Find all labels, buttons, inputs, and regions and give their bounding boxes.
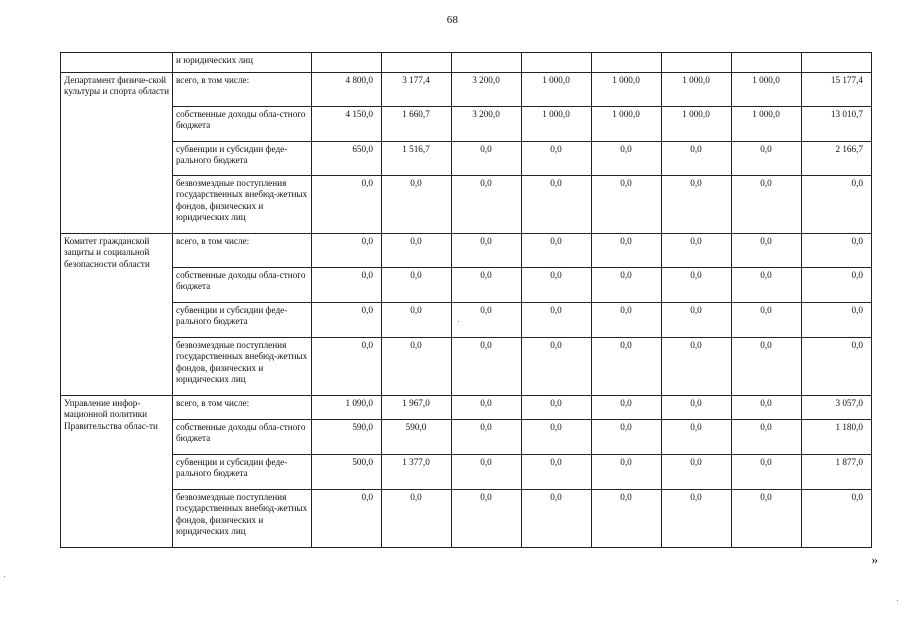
value-cell: 0,0 <box>592 420 662 455</box>
value-cell <box>732 53 802 73</box>
value-cell: 1 516,7 <box>382 142 452 176</box>
total-value-cell: 0,0 <box>802 176 872 234</box>
total-value-cell: 0,0 <box>802 234 872 268</box>
organization-cell: Комитет гражданской защиты и социальной безопасности области <box>61 234 173 396</box>
value-cell: 0,0 <box>662 303 732 338</box>
total-value-cell: 0,0 <box>802 490 872 548</box>
value-cell: 0,0 <box>522 420 592 455</box>
value-cell: 1 000,0 <box>522 73 592 107</box>
value-cell: 0,0 <box>592 176 662 234</box>
value-cell: 0,0 <box>662 420 732 455</box>
value-cell: 0,0 <box>662 490 732 548</box>
table-row <box>61 338 872 396</box>
value-cell: 0,0 <box>382 338 452 396</box>
value-cell: 0,0 <box>592 303 662 338</box>
total-value-cell: 13 010,7 <box>802 107 872 142</box>
value-cell: 0,0 <box>452 142 522 176</box>
organization-cell: Управление инфор-мационной политики Правительства облас-ти <box>61 396 173 548</box>
table-row <box>61 53 872 73</box>
value-cell <box>592 53 662 73</box>
funding-source-cell: собственные доходы обла-стного бюджета <box>173 107 312 142</box>
value-cell: 0,0 <box>312 303 382 338</box>
value-cell: 0,0 <box>732 490 802 548</box>
value-cell: 1 000,0 <box>592 73 662 107</box>
value-cell: 0,0 <box>732 303 802 338</box>
funding-source-cell: субвенции и субсидии феде-рального бюджета <box>173 303 312 338</box>
value-cell: 4 800,0 <box>312 73 382 107</box>
funding-source-cell: субвенции и субсидии феде-рального бюджета <box>173 455 312 490</box>
value-cell: 0,0 <box>592 338 662 396</box>
total-value-cell: 3 057,0 <box>802 396 872 420</box>
scan-speck <box>4 576 5 577</box>
value-cell: 0,0 <box>452 338 522 396</box>
value-cell: 0,0 <box>522 142 592 176</box>
value-cell: 0,0 <box>592 396 662 420</box>
value-cell: 0,0 <box>662 142 732 176</box>
table-row <box>61 490 872 548</box>
value-cell <box>662 53 732 73</box>
value-cell: 0,0 <box>662 455 732 490</box>
value-cell: 0,0 <box>382 234 452 268</box>
value-cell: 0,0 <box>382 490 452 548</box>
table-row <box>61 420 872 455</box>
value-cell: 3 200,0 <box>452 107 522 142</box>
value-cell: 1 967,0 <box>382 396 452 420</box>
value-cell: 0,0 <box>732 455 802 490</box>
value-cell <box>522 53 592 73</box>
value-cell: 0,0 <box>522 338 592 396</box>
value-cell: 0,0 <box>382 268 452 303</box>
value-cell: 0,0 <box>732 396 802 420</box>
funding-source-cell: всего, в том числе: <box>173 396 312 420</box>
value-cell: 0,0 <box>732 268 802 303</box>
table-row <box>61 73 872 107</box>
table-row <box>61 396 872 420</box>
value-cell: 0,0 <box>732 420 802 455</box>
total-value-cell: 1 180,0 <box>802 420 872 455</box>
value-cell: 0,0 <box>312 338 382 396</box>
value-cell: 3 177,4 <box>382 73 452 107</box>
value-cell: 0,0 <box>312 176 382 234</box>
funding-source-cell: безвозмездные поступления государственных внебюд-жетных фондов, физических и юридических лиц <box>173 338 312 396</box>
total-value-cell: 15 177,4 <box>802 73 872 107</box>
value-cell: 0,0 <box>452 268 522 303</box>
value-cell: 0,0 <box>452 303 522 338</box>
value-cell: 590,0 <box>312 420 382 455</box>
total-value-cell: 1 877,0 <box>802 455 872 490</box>
value-cell: 1 000,0 <box>592 107 662 142</box>
value-cell: 0,0 <box>732 142 802 176</box>
total-value-cell: 2 166,7 <box>802 142 872 176</box>
value-cell: 0,0 <box>592 455 662 490</box>
value-cell: 0,0 <box>662 234 732 268</box>
value-cell: 0,0 <box>522 490 592 548</box>
organization-cell: Департамент физиче-ской культуры и спорта области <box>61 73 173 234</box>
value-cell: 1 090,0 <box>312 396 382 420</box>
value-cell: 650,0 <box>312 142 382 176</box>
total-value-cell: 0,0 <box>802 338 872 396</box>
value-cell: 0,0 <box>312 234 382 268</box>
table-row <box>61 303 872 338</box>
value-cell: 0,0 <box>382 303 452 338</box>
value-cell: 1 377,0 <box>382 455 452 490</box>
table-row <box>61 234 872 268</box>
value-cell: 0,0 <box>452 490 522 548</box>
value-cell: 0,0 <box>382 176 452 234</box>
value-cell: 0,0 <box>452 234 522 268</box>
value-cell: 0,0 <box>662 396 732 420</box>
value-cell: 0,0 <box>522 234 592 268</box>
table-row <box>61 176 872 234</box>
value-cell: 590,0 <box>382 420 452 455</box>
table-row <box>61 455 872 490</box>
total-value-cell <box>802 53 872 73</box>
scan-speck <box>897 600 898 601</box>
value-cell: 0,0 <box>522 303 592 338</box>
budget-table <box>60 52 872 548</box>
value-cell: 0,0 <box>592 490 662 548</box>
value-cell: 0,0 <box>452 176 522 234</box>
value-cell <box>312 53 382 73</box>
value-cell: 0,0 <box>522 176 592 234</box>
value-cell: 0,0 <box>732 338 802 396</box>
value-cell <box>382 53 452 73</box>
funding-source-cell: субвенции и субсидии феде-рального бюджета <box>173 142 312 176</box>
total-value-cell: 0,0 <box>802 268 872 303</box>
value-cell: 4 150,0 <box>312 107 382 142</box>
value-cell: 0,0 <box>662 338 732 396</box>
value-cell: 0,0 <box>452 420 522 455</box>
value-cell: 0,0 <box>522 268 592 303</box>
funding-source-cell: безвозмездные поступления государственных внебюд-жетных фондов, физических и юридических лиц <box>173 176 312 234</box>
table-row <box>61 107 872 142</box>
page-number: 68 <box>446 14 459 26</box>
funding-source-cell: всего, в том числе: <box>173 234 312 268</box>
table-body <box>61 53 872 548</box>
value-cell: 1 000,0 <box>732 73 802 107</box>
value-cell: 0,0 <box>592 234 662 268</box>
funding-source-cell: безвозмездные поступления государственных внебюд-жетных фондов, физических и юридических лиц <box>173 490 312 548</box>
value-cell: 0,0 <box>592 268 662 303</box>
value-cell: 0,0 <box>592 142 662 176</box>
value-cell: 1 660,7 <box>382 107 452 142</box>
value-cell: 0,0 <box>522 396 592 420</box>
scan-speck <box>458 321 459 322</box>
value-cell: 0,0 <box>732 176 802 234</box>
value-cell: 1 000,0 <box>662 73 732 107</box>
value-cell: 0,0 <box>312 490 382 548</box>
funding-source-cell: собственные доходы обла-стного бюджета <box>173 420 312 455</box>
value-cell: 500,0 <box>312 455 382 490</box>
organization-cell <box>61 53 173 73</box>
value-cell: 1 000,0 <box>732 107 802 142</box>
value-cell: 1 000,0 <box>522 107 592 142</box>
value-cell: 3 200,0 <box>452 73 522 107</box>
value-cell <box>452 53 522 73</box>
value-cell: 0,0 <box>522 455 592 490</box>
table-row <box>61 142 872 176</box>
total-value-cell: 0,0 <box>802 303 872 338</box>
closing-quote-mark: » <box>871 552 878 567</box>
value-cell: 0,0 <box>452 455 522 490</box>
value-cell: 0,0 <box>662 268 732 303</box>
value-cell: 0,0 <box>452 396 522 420</box>
funding-source-cell: всего, в том числе: <box>173 73 312 107</box>
value-cell: 0,0 <box>732 234 802 268</box>
value-cell: 0,0 <box>662 176 732 234</box>
table-row <box>61 268 872 303</box>
funding-source-cell: собственные доходы обла-стного бюджета <box>173 268 312 303</box>
value-cell: 0,0 <box>312 268 382 303</box>
value-cell: 1 000,0 <box>662 107 732 142</box>
funding-source-cell: и юридических лиц <box>173 53 312 73</box>
